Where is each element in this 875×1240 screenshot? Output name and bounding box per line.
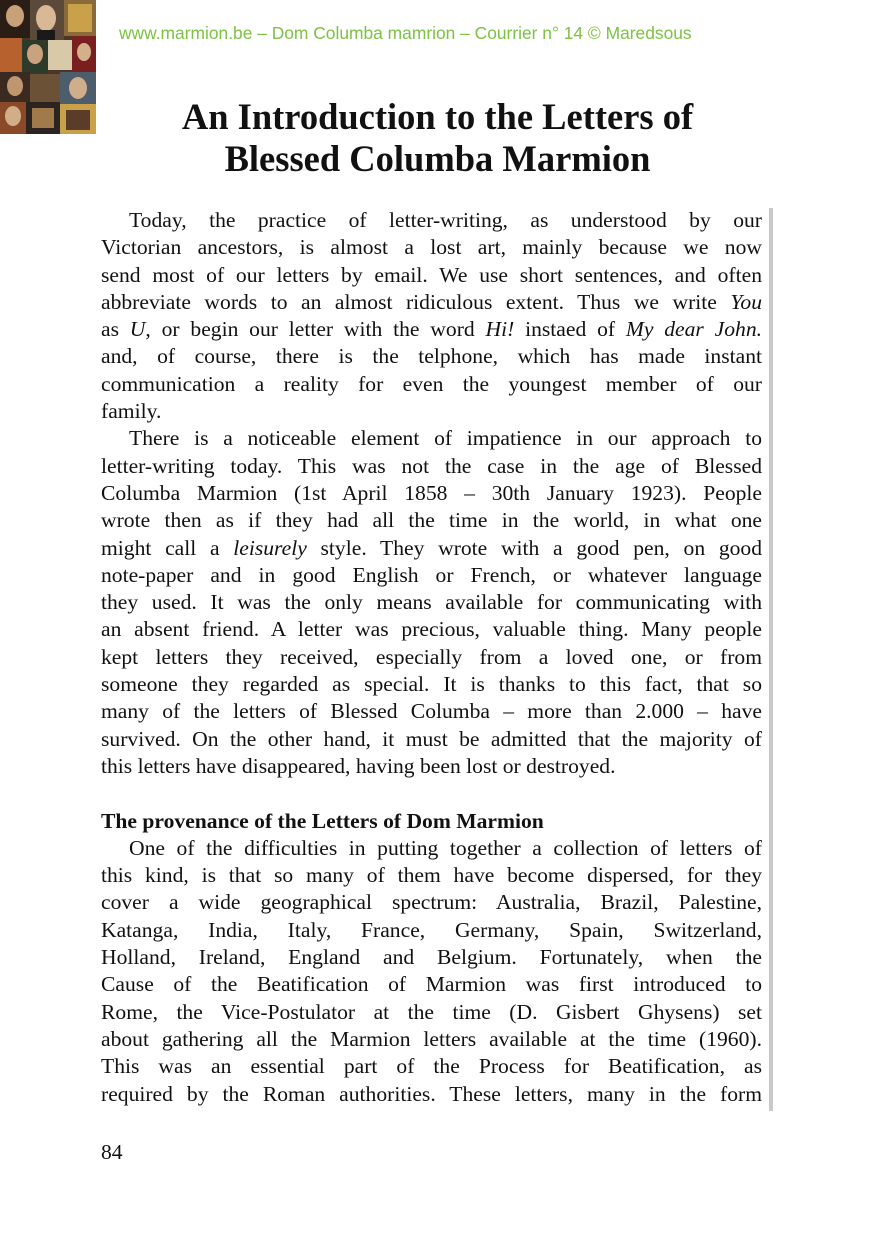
article-title-line-1: An Introduction to the Letters of xyxy=(181,96,694,137)
article-title xyxy=(80,96,795,180)
text-line: might call a leisurely style. They wrote with a good pen, on good xyxy=(101,535,762,560)
text-line: Rome, the Vice-Postulator at the time (D. Gisbert Ghysens) set xyxy=(101,999,762,1024)
text-line: Holland, Ireland, England and Belgium. Fortunately, when the xyxy=(101,945,762,970)
text-line: communication a reality for even the youngest member of our xyxy=(101,371,762,396)
body-text xyxy=(101,207,762,1108)
text-line: someone they regarded as special. It is thanks to this fact, that so xyxy=(101,672,762,697)
paragraph-gap xyxy=(101,780,762,807)
text-line: about gathering all the Marmion letters available at the time (1960). xyxy=(101,1026,762,1051)
text-line: kept letters they received, especially from a loved one, or from xyxy=(101,644,762,669)
text-line: send most of our letters by email. We use short sentences, and often xyxy=(101,262,762,287)
text-line: Katanga, India, Italy, France, Germany, Spain, Switzerland, xyxy=(101,917,762,942)
text-line: family. xyxy=(101,399,162,424)
text-line: Today, the practice of letter-writing, as understood by our xyxy=(129,208,762,232)
section-heading: The provenance of the Letters of Dom Marmion xyxy=(101,808,544,833)
text-line: There is a noticeable element of impatience in our approach to xyxy=(129,426,762,451)
margin-change-bar xyxy=(769,208,773,1111)
text-line: This was an essential part of the Process for Beatification, as xyxy=(101,1054,762,1079)
article-title-line-2: Blessed Columba Marmion xyxy=(224,138,651,179)
text-line: note-paper and in good English or French, or whatever language xyxy=(101,562,762,587)
text-line: Victorian ancestors, is almost a lost art, mainly because we now xyxy=(101,235,762,260)
page-number: 84 xyxy=(101,1140,123,1164)
text-line: abbreviate words to an almost ridiculous extent. Thus we write You xyxy=(101,289,762,314)
text-line: One of the difficulties in putting together a collection of letters of xyxy=(129,835,762,860)
text-line: cover a wide geographical spectrum: Australia, Brazil, Palestine, xyxy=(101,890,762,915)
text-line: letter-writing today. This was not the case in the age of Blessed xyxy=(101,453,762,478)
text-line: survived. On the other hand, it must be admitted that the majority of xyxy=(101,726,762,751)
text-line: Columba Marmion (1st April 1858 – 30th January 1923). People xyxy=(101,480,762,505)
text-line: wrote then as if they had all the time in the world, in what one xyxy=(101,508,762,533)
text-line: this letters have disappeared, having been lost or destroyed. xyxy=(101,753,616,778)
text-line: and, of course, there is the telphone, which has made instant xyxy=(101,344,762,369)
text-line: this kind, is that so many of them have become dispersed, for they xyxy=(101,863,762,888)
text-line: they used. It was the only means available for communicating with xyxy=(101,590,762,615)
text-line: an absent friend. A letter was precious, valuable thing. Many people xyxy=(101,617,762,642)
text-line: Cause of the Beatification of Marmion was first introduced to xyxy=(101,972,762,997)
text-line: many of the letters of Blessed Columba – more than 2.000 – have xyxy=(101,699,762,724)
page-header-source-line: www.marmion.be – Dom Columba mamrion – Courrier n° 14 © Maredsous xyxy=(119,23,692,43)
text-line: as U, or begin our letter with the word Hi! instaed of My dear John. xyxy=(101,317,762,342)
text-line: required by the Roman authorities. These letters, many in the form xyxy=(101,1081,762,1106)
